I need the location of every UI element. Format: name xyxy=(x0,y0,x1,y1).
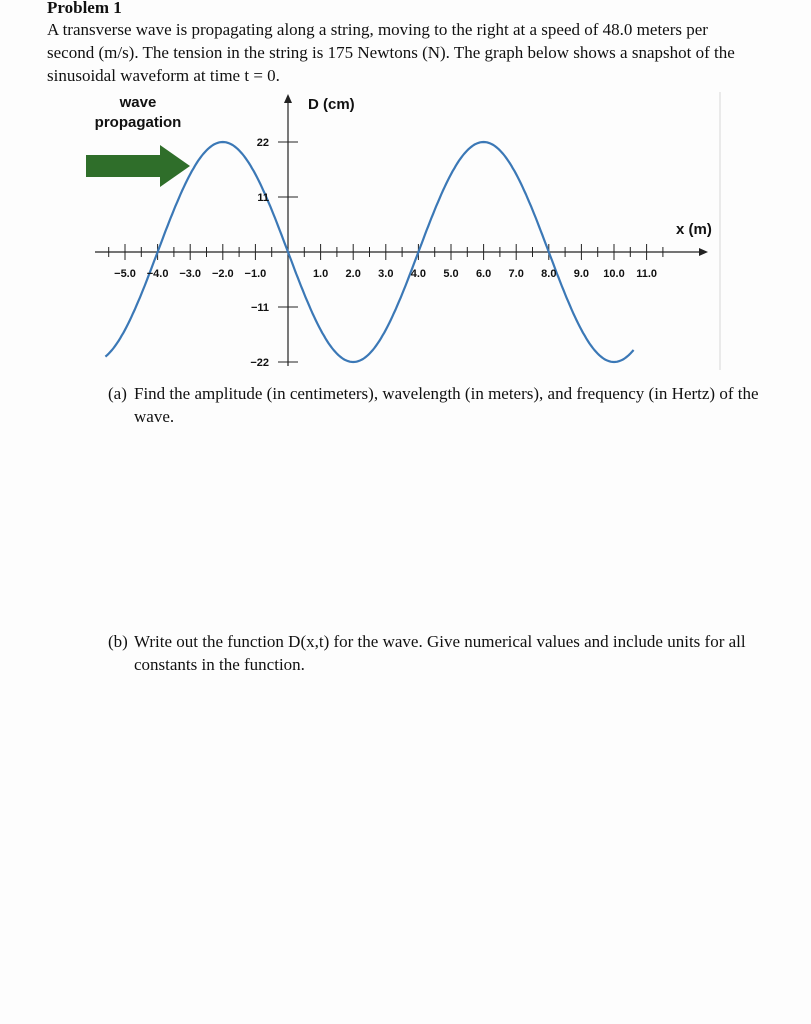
x-tick-label: 1.0 xyxy=(312,268,329,280)
x-tick-label: −1.0 xyxy=(244,268,267,280)
question-a-label: (a) xyxy=(108,384,127,403)
question-a-text: Find the amplitude (in centimeters), wavelength (in meters), and frequency (in Hertz) of the wave. xyxy=(134,384,759,426)
x-tick-label: 3.0 xyxy=(378,268,394,280)
question-b-label: (b) xyxy=(108,632,128,651)
x-tick-label: 11.0 xyxy=(636,268,658,280)
x-tick-label: 6.0 xyxy=(475,268,492,280)
axes xyxy=(95,94,708,366)
problem-intro: A transverse wave is propagating along a string, moving to the right at a speed of 48.0 meters per second (m/s). The tension in the string is 175 Newtons (N). The graph below shows a snapshot of the sinusoidal waveform at time t = 0. xyxy=(47,20,735,85)
y-axis-arrowhead xyxy=(284,94,292,103)
x-tick-label: −2.0 xyxy=(211,268,234,280)
x-axis-label: x (m) xyxy=(676,221,712,238)
y-tick-label: 11 xyxy=(257,192,269,204)
x-tick-label: 5.0 xyxy=(443,268,459,280)
y-tick-label: −22 xyxy=(250,357,269,369)
y-tick-label: 22 xyxy=(256,137,269,149)
y-tick-label: −11 xyxy=(250,302,269,314)
wave-graph xyxy=(0,0,811,380)
x-tick-label: 10.0 xyxy=(603,268,625,280)
x-tick-label: 7.0 xyxy=(508,268,524,280)
y-axis-label: D (cm) xyxy=(308,96,355,113)
annotation-propagation: propagation xyxy=(94,114,182,131)
x-axis-arrowhead xyxy=(699,248,708,256)
x-tick-label: −5.0 xyxy=(114,268,136,280)
x-tick-label: −4.0 xyxy=(146,268,169,280)
propagation-arrow-icon xyxy=(86,145,190,187)
x-tick-label: 4.0 xyxy=(410,268,427,280)
labels xyxy=(86,94,712,369)
problem-title: Problem 1 xyxy=(47,0,122,17)
annotation-wave: wave xyxy=(119,94,157,111)
question-b xyxy=(108,630,794,676)
x-tick-label: 8.0 xyxy=(541,268,557,280)
x-tick-label: 9.0 xyxy=(573,268,590,280)
x-tick-label: 2.0 xyxy=(345,268,361,280)
x-tick-label: −3.0 xyxy=(179,268,202,280)
question-a xyxy=(108,382,794,428)
question-b-text: Write out the function D(x,t) for the wave. Give numerical values and include units for all constants in the function. xyxy=(134,632,746,674)
